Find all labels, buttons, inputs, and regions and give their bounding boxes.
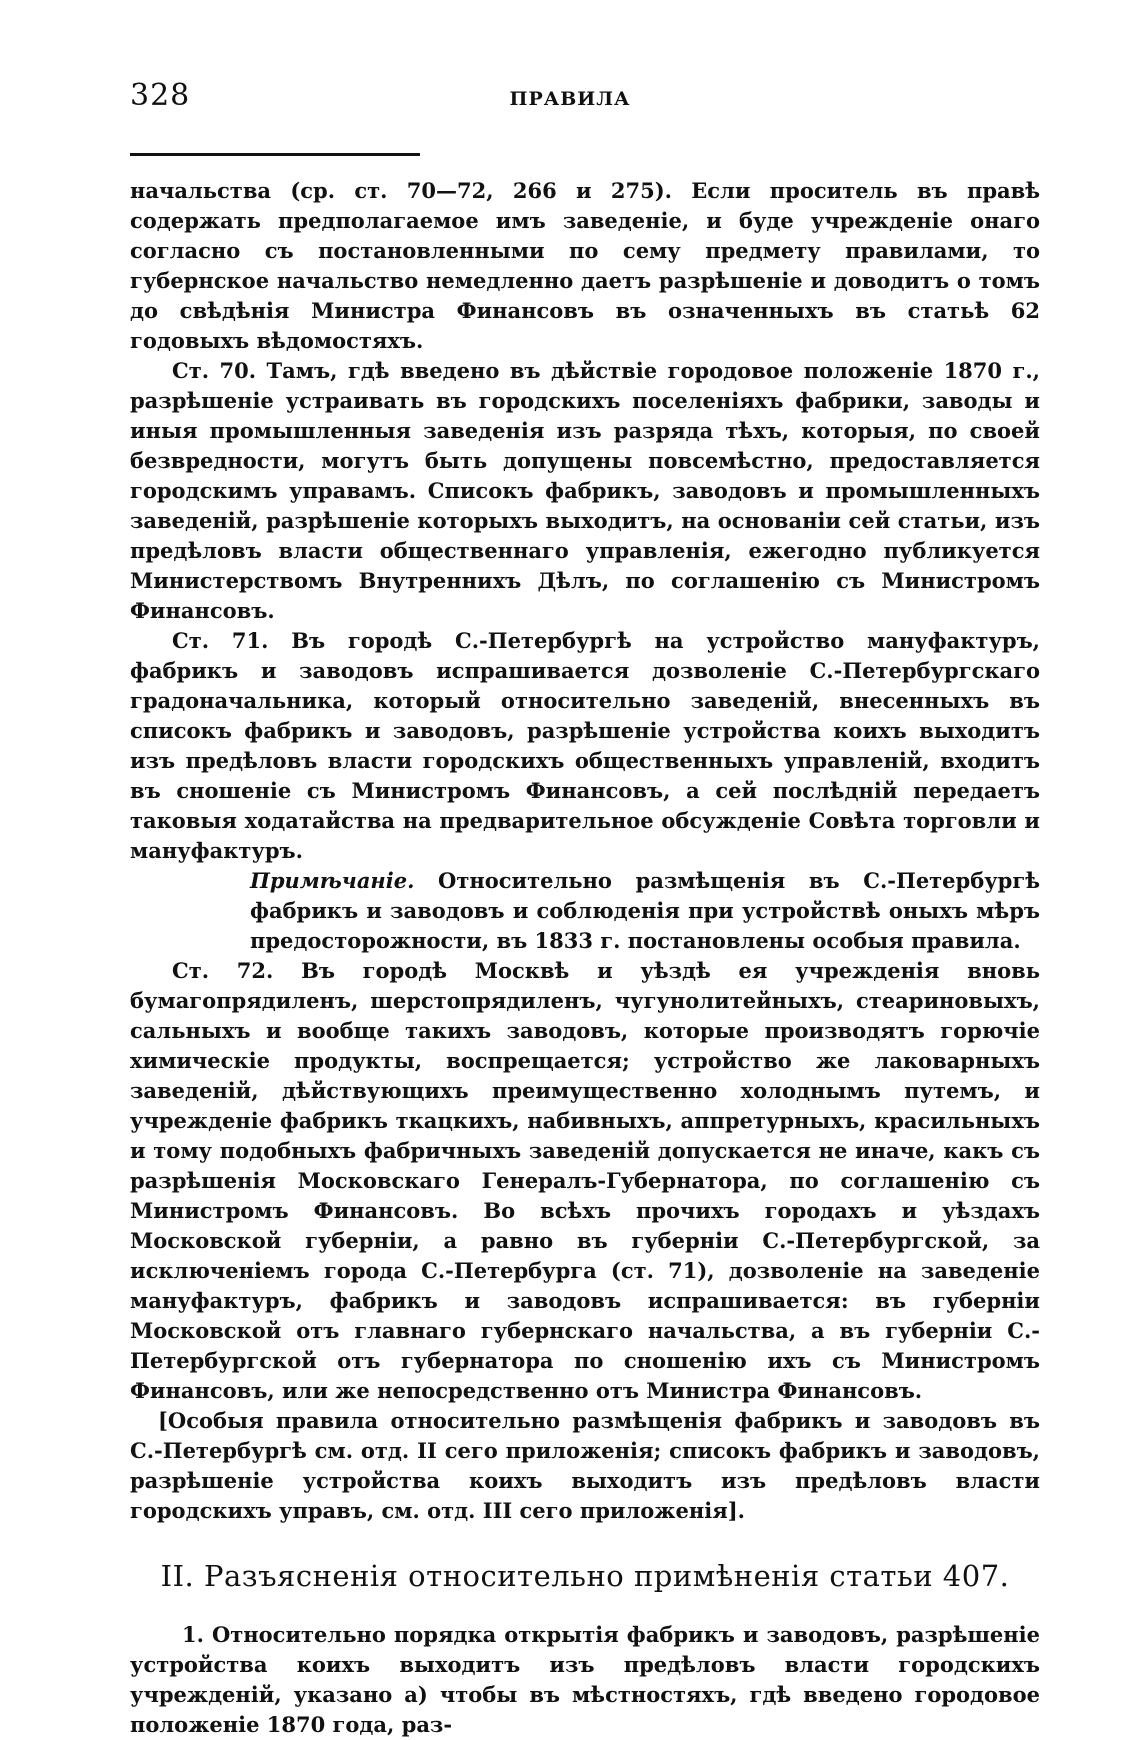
paragraph-article-70: Ст. 70. Тамъ, гдѣ введено въ дѣйствіе городовое положеніе 1870 г., разрѣшеніе устраивать въ городскихъ поселеніяхъ фабрики, заводы и иныя промышленныя заведенія изъ разряда тѣхъ, которыя, по своей безвредности, могутъ быть допущены повсемѣстно, предоставляется городскимъ управамъ. Списокъ фабрикъ, заводовъ и промышленныхъ заведеній, разрѣшеніе которыхъ выходитъ, на основаніи сей статьи, изъ предѣловъ власти общественнаго управленія, ежегодно публикуется Министерствомъ Внутреннихъ Дѣлъ, по соглашенію съ Министромъ Финансовъ. bbox=[130, 358, 1040, 623]
page-number: 328 bbox=[130, 78, 191, 113]
note-text: Относительно размѣщенія въ С.-Петербургѣ фабрикъ и заводовъ и соблюденія при устройствѣ оныхъ мѣръ предосторожности, въ 1833 г. постановлены особыя правила. bbox=[250, 868, 1040, 953]
note-paragraph bbox=[250, 866, 1040, 956]
paragraph-continuation: начальства (ср. ст. 70—72, 266 и 275). Если проситель въ правѣ содержать предполагаемое имъ заведеніе, и буде учрежденіе онаго согласно съ постановленными по сему предмету правилами, то губернское начальство немедленно даетъ разрѣшеніе и доводитъ о томъ до свѣдѣнія Министра Финансовъ въ означенныхъ въ статьѣ 62 годовыхъ вѣдомостяхъ. bbox=[130, 178, 1040, 353]
paragraph-article-72: Ст. 72. Въ городѣ Москвѣ и уѣздѣ ея учрежденія вновь бумагопрядиленъ, шерстопрядиленъ, чугунолитейныхъ, стеариновыхъ, сальныхъ и вообще такихъ заводовъ, которые производятъ горючіе химическіе продукты, воспрещается; устройство же лаковарныхъ заведеній, дѣйствующихъ преимущественно холоднымъ путемъ, и учрежденіе фабрикъ ткацкихъ, набивныхъ, аппретурныхъ, красильныхъ и тому подобныхъ фабричныхъ заведеній допускается не иначе, какъ съ разрѣшенія Московскаго Генералъ-Губернатора, по соглашенію съ Министромъ Финансовъ. Во всѣхъ прочихъ городахъ и уѣздахъ Московской губерніи, а равно въ губерніи С.-Петербургской, за исключеніемъ города С.-Петербурга (ст. 71), дозволеніе на заведеніе мануфактуръ, фабрикъ и заводовъ испрашивается: въ губерніи Московской отъ главнаго губернскаго начальства, а въ губерніи С.-Петербургской отъ губернатора по сношенію ихъ съ Министромъ Финансовъ, или же непосредственно отъ Министра Финансовъ. bbox=[130, 958, 1040, 1403]
body-text bbox=[130, 176, 1040, 1740]
note-label: Примѣчаніе. bbox=[250, 868, 415, 893]
paragraph-article-71: Ст. 71. Въ городѣ С.-Петербургѣ на устройство мануфактуръ, фабрикъ и заводовъ испрашивается дозволеніе С.-Петербургскаго градоначальника, который относительно заведеній, внесенныхъ въ списокъ фабрикъ и заводовъ, разрѣшеніе устройства коихъ выходитъ изъ предѣловъ власти городскихъ общественныхъ управленій, входитъ въ сношеніе съ Министромъ Финансовъ, а сей послѣдній передаетъ таковыя ходатайства на предварительное обсужденіе Совѣта торговли и мануфактуръ. bbox=[130, 628, 1040, 863]
header-rule bbox=[130, 153, 420, 156]
section-heading: II. Разъясненія относительно примѣненія статьи 407. bbox=[160, 1559, 1010, 1593]
running-title: ПРАВИЛА bbox=[509, 88, 631, 110]
paragraph-bracket-reference: [Особыя правила относительно размѣщенія фабрикъ и заводовъ въ С.-Петербургѣ см. отд. II сего приложенія; списокъ фабрикъ и заводовъ, разрѣшеніе устройства коихъ выходитъ изъ предѣловъ власти городскихъ управъ, см. отд. III сего приложенія]. bbox=[130, 1408, 1040, 1523]
paragraph-item-1: 1. Относительно порядка открытія фабрикъ и заводовъ, разрѣшеніе устройства коихъ выходитъ изъ предѣловъ власти городскихъ учрежденій, указано а) чтобы въ мѣстностяхъ, гдѣ введено городовое положеніе 1870 года, раз- bbox=[130, 1622, 1040, 1737]
